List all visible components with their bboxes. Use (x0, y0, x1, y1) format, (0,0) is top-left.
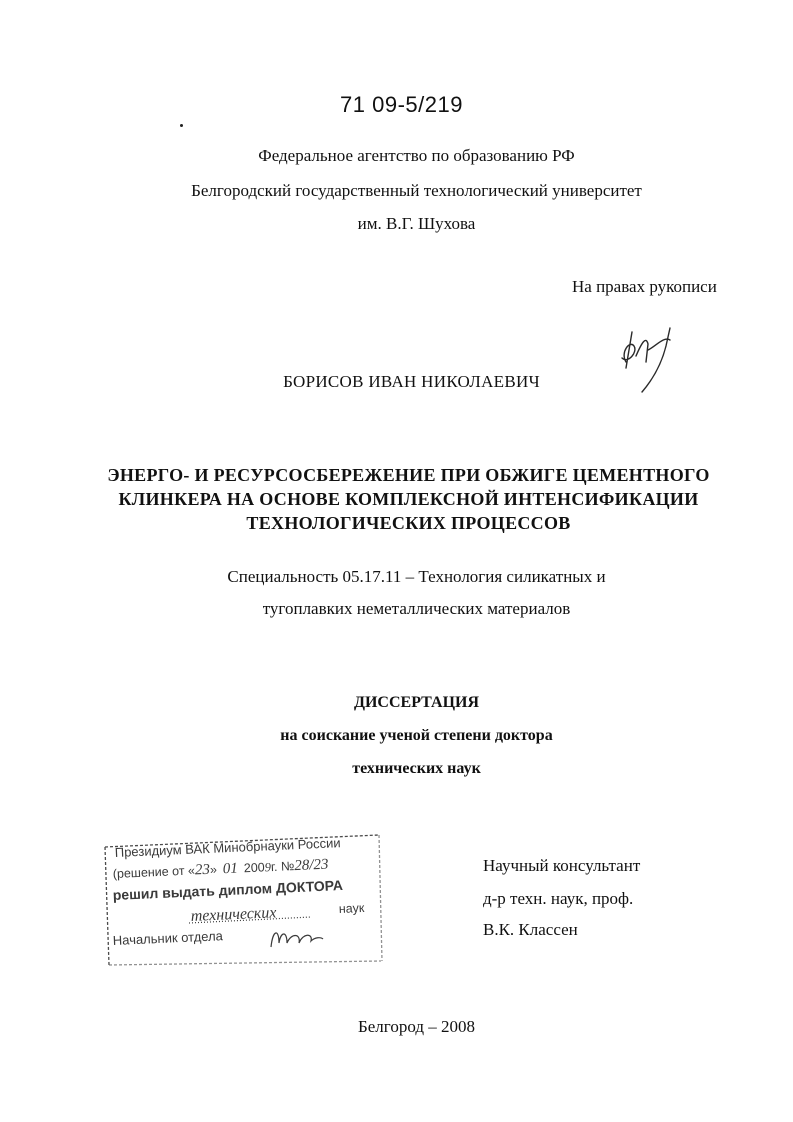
vak-approval-stamp (101, 833, 384, 973)
stamp-line-4-suffix: наук (338, 900, 365, 916)
degree-line: на соискание ученой степени доктора (280, 727, 553, 744)
author-name: БОРИСОВ ИВАН НИКОЛАЕВИЧ (283, 372, 540, 391)
university-named-after: им. В.Г. Шухова (357, 214, 476, 233)
specialty-line-2: тугоплавких неметаллических материалов (262, 599, 571, 618)
stamp-line-3: решил выдать диплом ДОКТОРА (112, 876, 344, 903)
consultant-title: д-р техн. наук, проф. (483, 889, 634, 908)
university-name: Белгородский государственный технологический университет (191, 181, 642, 200)
stamp-line-5: Начальник отдела (112, 928, 224, 948)
thesis-title-line-1: ЭНЕРГО- И РЕСУРСОСБЕРЕЖЕНИЕ ПРИ ОБЖИГЕ ЦЕМЕНТНОГО (107, 465, 710, 485)
manuscript-rights-note: На правах рукописи (572, 277, 717, 296)
city-year: Белгород – 2008 (358, 1017, 475, 1036)
stamp-line-1: Президиум ВАК Минобрнауки России (114, 835, 341, 860)
stamp-line-4-handwritten: технических (190, 904, 277, 925)
catalog-number: 71 09-5/219 (340, 92, 463, 117)
field-line: технических наук (352, 760, 481, 777)
specialty-line-1: Специальность 05.17.11 – Технология силикатных и (227, 567, 606, 586)
agency-name: Федеральное агентство по образованию РФ (258, 146, 575, 165)
thesis-title-line-3: ТЕХНОЛОГИЧЕСКИХ ПРОЦЕССОВ (246, 513, 571, 533)
ink-dot (180, 124, 183, 127)
dissertation-label: ДИССЕРТАЦИЯ (353, 694, 480, 711)
thesis-title-line-2: КЛИНКЕРА НА ОСНОВЕ КОМПЛЕКСНОЙ ИНТЕНСИФИКАЦИИ (118, 489, 699, 509)
stamp-line-2: (решение от «23» 01 2009г. №28/23 (112, 856, 329, 881)
consultant-label: Научный консультант (483, 856, 641, 875)
consultant-name: В.К. Классен (483, 920, 578, 939)
